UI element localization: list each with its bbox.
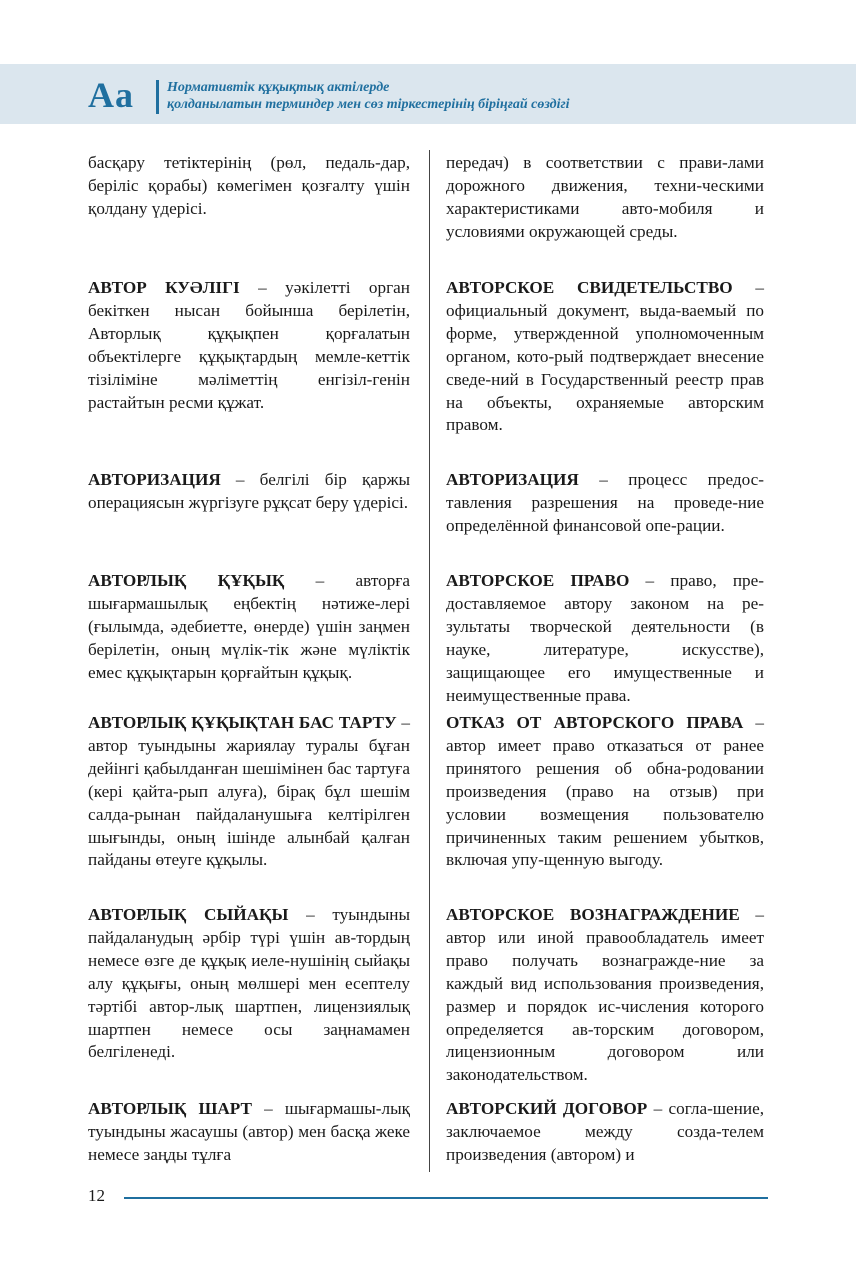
page-number: 12 (88, 1186, 105, 1205)
entry-term: АВТОРСКИЙ ДОГОВОР (446, 1099, 648, 1118)
entry-term: АВТОР КУӘЛІГІ (88, 278, 240, 297)
left-entry-copyright-waiver (88, 712, 410, 872)
entry-definition: – авторға шығармашылық еңбектің нәтиже-лері (ғылымда, әдебиетте, өнерде) үшін заңмен берілетін, оның мүлік-тік және мүліктік емес құқықтарын қорғайтын құқық. (88, 571, 410, 682)
entry-definition: – белгілі бір қаржы операциясын жүргізуге рұқсат беру үдерісі. (88, 470, 410, 512)
right-entry-continuation: передач) в соответствии с прави-лами дорожного движения, техни-ческими характеристиками авто-мобиля и условиями окружающей среды. (446, 153, 764, 241)
entry-definition: – согла-шение, заключаемое между созда-телем произведения (автором) и (446, 1099, 764, 1164)
entry-term: АВТОРСКОЕ ПРАВО (446, 571, 630, 590)
footer-rule (124, 1197, 768, 1199)
entry-term: АВТОРЛЫҚ ҚҰҚЫҚТАН БАС ТАРТУ (88, 713, 397, 732)
header-title-line-2: қолданылатын терминдер мен сөз тіркестерінің біріңғай сөздігі (167, 97, 570, 112)
entry-definition: – автор имеет право отказаться от ранее принятого решения об обна-родовании произведения (право на отзыв) при условии возмещения пользователю причиненных таким решением убытков, включая упу-щенную выгоду. (446, 713, 764, 870)
running-header-title (167, 79, 570, 113)
left-entry-royalty (88, 904, 410, 1064)
right-entry-author-certificate (446, 277, 764, 437)
entry-definition: – уәкілетті орган бекіткен нысан бойынша берілетін, Авторлық құқықпен қорғалатын объектілерге құқықтардың мемле-кеттік тізіліміне мәліметтің енгізіл-генін растайтын ресми құжат. (88, 278, 410, 412)
entry-term: АВТОРЛЫҚ ШАРТ (88, 1099, 252, 1118)
entry-definition: – автор или иной правообладатель имеет право получать вознагражде-ние за каждый вид использования произведения, размер и порядок ис-числения которого определяется ав-торским договором, лицензионным договором или законодательством. (446, 905, 764, 1085)
entry-definition: – автор туындыны жариялау туралы бұған дейінгі қабылданған шешімінен бас тартуға (кері қайта-рып алуға), бірақ бұл шешім салда-рынан пайдаланушыға келтірілген шығынды, оның ішінде алынбай қалған пайданы өтеуге құқылы. (88, 713, 410, 870)
entry-definition: – официальный документ, выда-ваемый по форме, утвержденной уполномоченным органом, кото-рый подтверждает внесение сведе-ний в Государственный реестр прав на объекты, охраняемые авторским правом. (446, 278, 764, 435)
dictionary-logo: Aa (88, 75, 134, 115)
left-entry-author-certificate (88, 277, 410, 414)
entry-definition: – процесс предос-тавления разрешения на проведе-ние определённой финансовой опе-рации. (446, 470, 764, 535)
entry-definition: – шығармашы-лық туындыны жасаушы (автор) мен басқа жеке немесе заңды тұлға (88, 1099, 410, 1164)
entry-definition: – туындыны пайдаланудың әрбір түрі үшін ав-тордың немесе өзге де құқық иеле-нушінің сыйақы алу құқығы, оның мөлшері мен есептелу тәртібі автор-лық шартпен, лицензиялық шартпен немесе осы заңнамамен белгіленеді. (88, 905, 410, 1062)
entry-term: АВТОРИЗАЦИЯ (446, 470, 579, 489)
entry-term: АВТОРСКОЕ СВИДЕТЕЛЬСТВО (446, 278, 733, 297)
entry-term: АВТОРСКОЕ ВОЗНАГРАЖДЕНИЕ (446, 905, 740, 924)
right-entry-copyright-waiver (446, 712, 764, 872)
right-entry-royalty (446, 904, 764, 1087)
left-entry-authorization (88, 469, 410, 515)
left-entry-copyright (88, 570, 410, 685)
header-divider-bar (156, 80, 159, 114)
entry-term: АВТОРИЗАЦИЯ (88, 470, 221, 489)
header-title-line-1: Нормативтік құқықтық актілерде (167, 80, 390, 95)
column-divider (429, 150, 430, 1172)
entry-term: АВТОРЛЫҚ ҚҰҚЫҚ (88, 571, 285, 590)
entry-term: АВТОРЛЫҚ СЫЙАҚЫ (88, 905, 289, 924)
entry-definition: – право, пре-доставляемое автору законом на ре-зультаты творческой деятельности (в науке, литературе, искусстве), защищающее его имущественные и неимущественные права. (446, 571, 764, 705)
entry-term: ОТКАЗ ОТ АВТОРСКОГО ПРАВА (446, 713, 744, 732)
right-entry-authorization (446, 469, 764, 538)
left-entry-continuation: басқару тетіктерінің (рөл, педаль-дар, беріліс қорабы) көмегімен қозғалту үшін қолдану үдерісі. (88, 153, 410, 218)
right-entry-copyright (446, 570, 764, 707)
left-entry-author-contract (88, 1098, 410, 1167)
right-entry-author-contract (446, 1098, 764, 1167)
